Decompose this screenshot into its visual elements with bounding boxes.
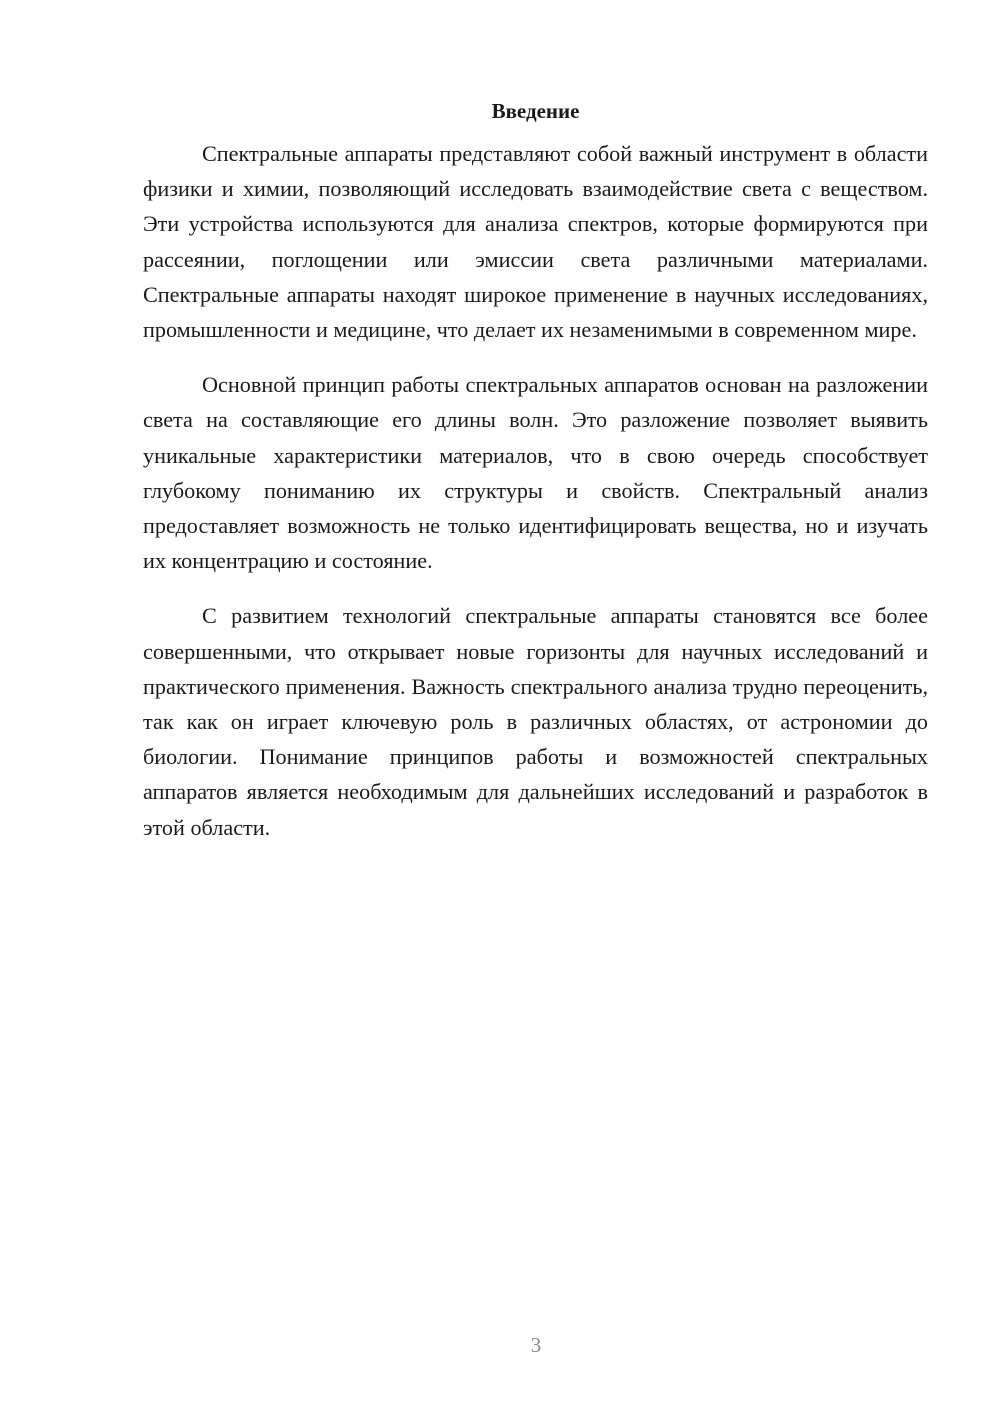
page-content <box>143 96 928 865</box>
section-heading: Введение <box>491 99 580 123</box>
paragraph-1: Спектральные аппараты представляют собой важный инструмент в области физики и химии, позволяющий исследовать взаимодействие света с веществом. Эти устройства используются для анализа спектров, которые формируются при рассеянии, поглощении или эмиссии света различными материалами. Спектральные аппараты находят широкое применение в научных исследованиях, промышленности и медицине, что делает их незаменимыми в современном мире. <box>143 141 928 343</box>
paragraph-3: С развитием технологий спектральные аппараты становятся все более совершенными, что открывает новые горизонты для научных исследований и практического применения. Важность спектрального анализа трудно переоценить, так как он играет ключевую роль в различных областях, от астрономии до биологии. Понимание принципов работы и возможностей спектральных аппаратов является необходимым для дальнейших исследований и разработок в этой области. <box>143 603 928 840</box>
page-number: 3 <box>530 1333 542 1357</box>
paragraph-2: Основной принцип работы спектральных аппаратов основан на разложении света на составляющие его длины волн. Это разложение позволяет выявить уникальные характеристики материалов, что в свою очередь способствует глубокому пониманию их структуры и свойств. Спектральный анализ предоставляет возможность не только идентифицировать вещества, но и изучать их концентрацию и состояние. <box>143 372 928 574</box>
